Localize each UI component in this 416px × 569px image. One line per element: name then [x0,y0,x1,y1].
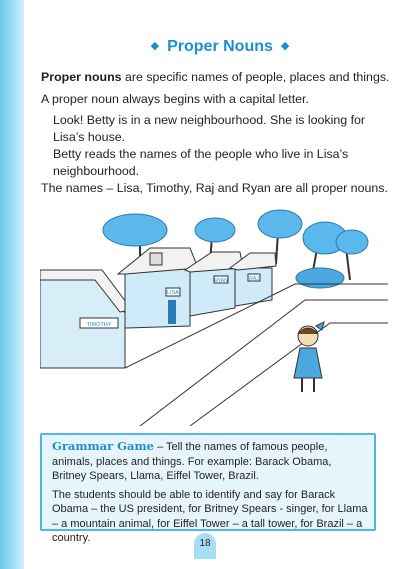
story-paragraph-1: Look! Betty is in a new neighbourhood. She is looking for Lisa’s house. [53,113,366,144]
girl-betty-figure [294,322,324,392]
grammar-game-prompt-text: – Tell the names of famous people, animals, places and things. For example: Barack Obama, Britney Spears, Llama, Eiffel Tower, Brazil. [52,441,332,482]
rule-paragraph: A proper noun always begins with a capital letter. [41,92,309,106]
neighbourhood-illustration [40,208,388,426]
side-color-band [0,0,24,569]
house-sign: RYAN [214,278,228,284]
house-sign: LISA [167,290,179,296]
title-text: Proper Nouns [167,38,273,55]
diamond-icon: ◆ [150,40,160,52]
definition-term: Proper nouns [41,70,122,84]
grammar-game-note: The students should be able to identify and say for Barack Obama – the US president, for Britney Spears - singer, for Llama – a mountain animal, for Eiffel Tower – a tall tower, for Brazil – a country. [52,488,368,544]
definition-text: are specific names of people, places and things. [121,70,390,84]
diamond-icon: ◆ [280,40,290,52]
house-sign: RAJ [249,276,259,282]
page-title [24,38,416,56]
page-number: 18 [194,533,216,559]
house-timothy [40,270,132,368]
grammar-game-prompt [52,439,368,484]
house-lisa [118,248,198,328]
bush-icon [296,268,344,288]
house-sign: TIMOTHY [86,322,112,328]
definition-paragraph [41,69,411,86]
story-paragraph-2: Betty reads the names of the people who live in Lisa’s neighbourhood. [53,147,349,178]
names-paragraph: The names – Lisa, Timothy, Raj and Ryan are all proper nouns. [41,181,388,195]
grammar-game-label: Grammar Game [52,439,154,453]
